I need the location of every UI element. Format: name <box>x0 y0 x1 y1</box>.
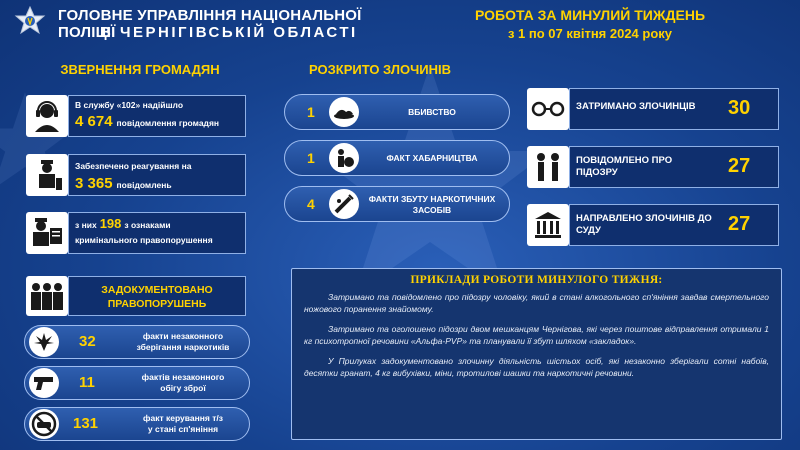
court-count: 27 <box>728 213 751 235</box>
solved-item-murder: 1 ВБИВСТВО <box>284 94 510 130</box>
suspicion-card: ПОВІДОМЛЕНО ПРО ПІДОЗРУ 27 <box>569 146 779 188</box>
appeal-card-criminal: з них 198 з ознаками кримінального правопорушення <box>68 212 246 254</box>
courthouse-icon <box>527 204 569 246</box>
handcuffs-icon <box>527 88 569 130</box>
appeal-criminal-count: 198 <box>99 216 122 231</box>
no-drunk-driving-icon <box>29 409 59 439</box>
examples-panel <box>291 268 782 440</box>
detained-card: ЗАТРИМАНО ЗЛОЧИНЦІВ 30 <box>569 88 779 130</box>
solved-murder-count: 1 <box>307 104 315 120</box>
officer-document-icon <box>26 212 68 254</box>
appeal-102-count: 4 674 <box>75 113 113 130</box>
example-paragraph: Затримано та оголошено підозри двом мешканцям Чернігова, які через поштове відправлення отримали 1 кг психотропної речовини «Альфа-PVP» та планували її збут шляхом «закладок». <box>304 324 769 346</box>
offense-drunk-driving-count: 131 <box>73 415 99 432</box>
offense-item-drugs: 32 факти незаконного зберігання наркотиків <box>24 325 250 359</box>
suspicion-count: 27 <box>728 155 751 177</box>
solved-drugs-count: 4 <box>307 196 315 212</box>
appeal-response-count: 3 365 <box>75 175 113 192</box>
offenses-heading-line2: ПРАВОПОРУШЕНЬ <box>107 298 207 310</box>
offenses-heading-line1: ЗАДОКУМЕНТОВАНО <box>101 284 213 296</box>
cannabis-leaf-icon <box>29 327 59 357</box>
police-group-icon <box>26 276 68 316</box>
offense-item-weapons: 11 фактів незаконного обігу зброї <box>24 366 250 400</box>
appeal-card-response: Забезпечено реагування на 3 365 повідомлень <box>68 154 246 196</box>
operator-headset-icon <box>26 95 68 137</box>
solved-item-drugs: 4 ФАКТИ ЗБУТУ НАРКОТИЧНИХ ЗАСОБІВ <box>284 186 510 222</box>
pistol-icon <box>29 368 59 398</box>
report-period: з 1 по 07 квітня 2024 року <box>507 26 673 41</box>
report-title: РОБОТА ЗА МИНУЛИЙ ТИЖДЕНЬ <box>474 7 706 23</box>
detained-count: 30 <box>728 97 751 119</box>
header-title-line1: ГОЛОВНЕ УПРАВЛІННЯ НАЦІОНАЛЬНОЇ ПОЛІЦІЇ <box>58 7 362 41</box>
court-card: НАПРАВЛЕНО ЗЛОЧИНІВ ДО СУДУ 27 <box>569 204 779 246</box>
police-officer-icon <box>26 154 68 196</box>
solved-heading: РОЗКРИТО ЗЛОЧИНІВ <box>309 62 451 77</box>
offense-item-drunk-driving: 131 факт керування т/з у стані сп'яніння <box>24 407 250 441</box>
bribery-icon <box>329 143 359 173</box>
offense-weapons-count: 11 <box>79 374 95 391</box>
police-logo <box>14 6 46 40</box>
solved-item-bribery: 1 ФАКТ ХАБАРНИЦТВА <box>284 140 510 176</box>
offenses-heading-card <box>68 276 246 316</box>
appeals-heading: ЗВЕРНЕННЯ ГРОМАДЯН <box>60 62 220 77</box>
examples-heading: ПРИКЛАДИ РОБОТИ МИНУЛОГО ТИЖНЯ: <box>410 274 663 286</box>
police-star-icon <box>14 6 46 40</box>
suspects-icon <box>527 146 569 188</box>
example-paragraph: Затримано та повідомлено про підозру чоловіку, який в стані алкогольного сп'яніння завдав смертельного ножового поранення знайомому. <box>304 292 769 314</box>
offense-drugs-count: 32 <box>79 333 96 350</box>
header-title-line2: В ЧЕРНІГІВСЬКІЙ ОБЛАСТІ <box>100 24 358 41</box>
murder-icon <box>329 97 359 127</box>
solved-bribery-count: 1 <box>307 150 315 166</box>
drugs-syringe-icon <box>329 189 359 219</box>
appeal-card-102: В службу «102» надійшло 4 674 повідомлення громадян <box>68 95 246 137</box>
example-paragraph: У Прилуках задокументовано злочинну діяльність шістьох осіб, які незаконно зберігали сотні набоїв, десятки гранат, 4 кг вибухівки, міни, тротилові шашки та наркотичні речовини. <box>304 356 769 378</box>
